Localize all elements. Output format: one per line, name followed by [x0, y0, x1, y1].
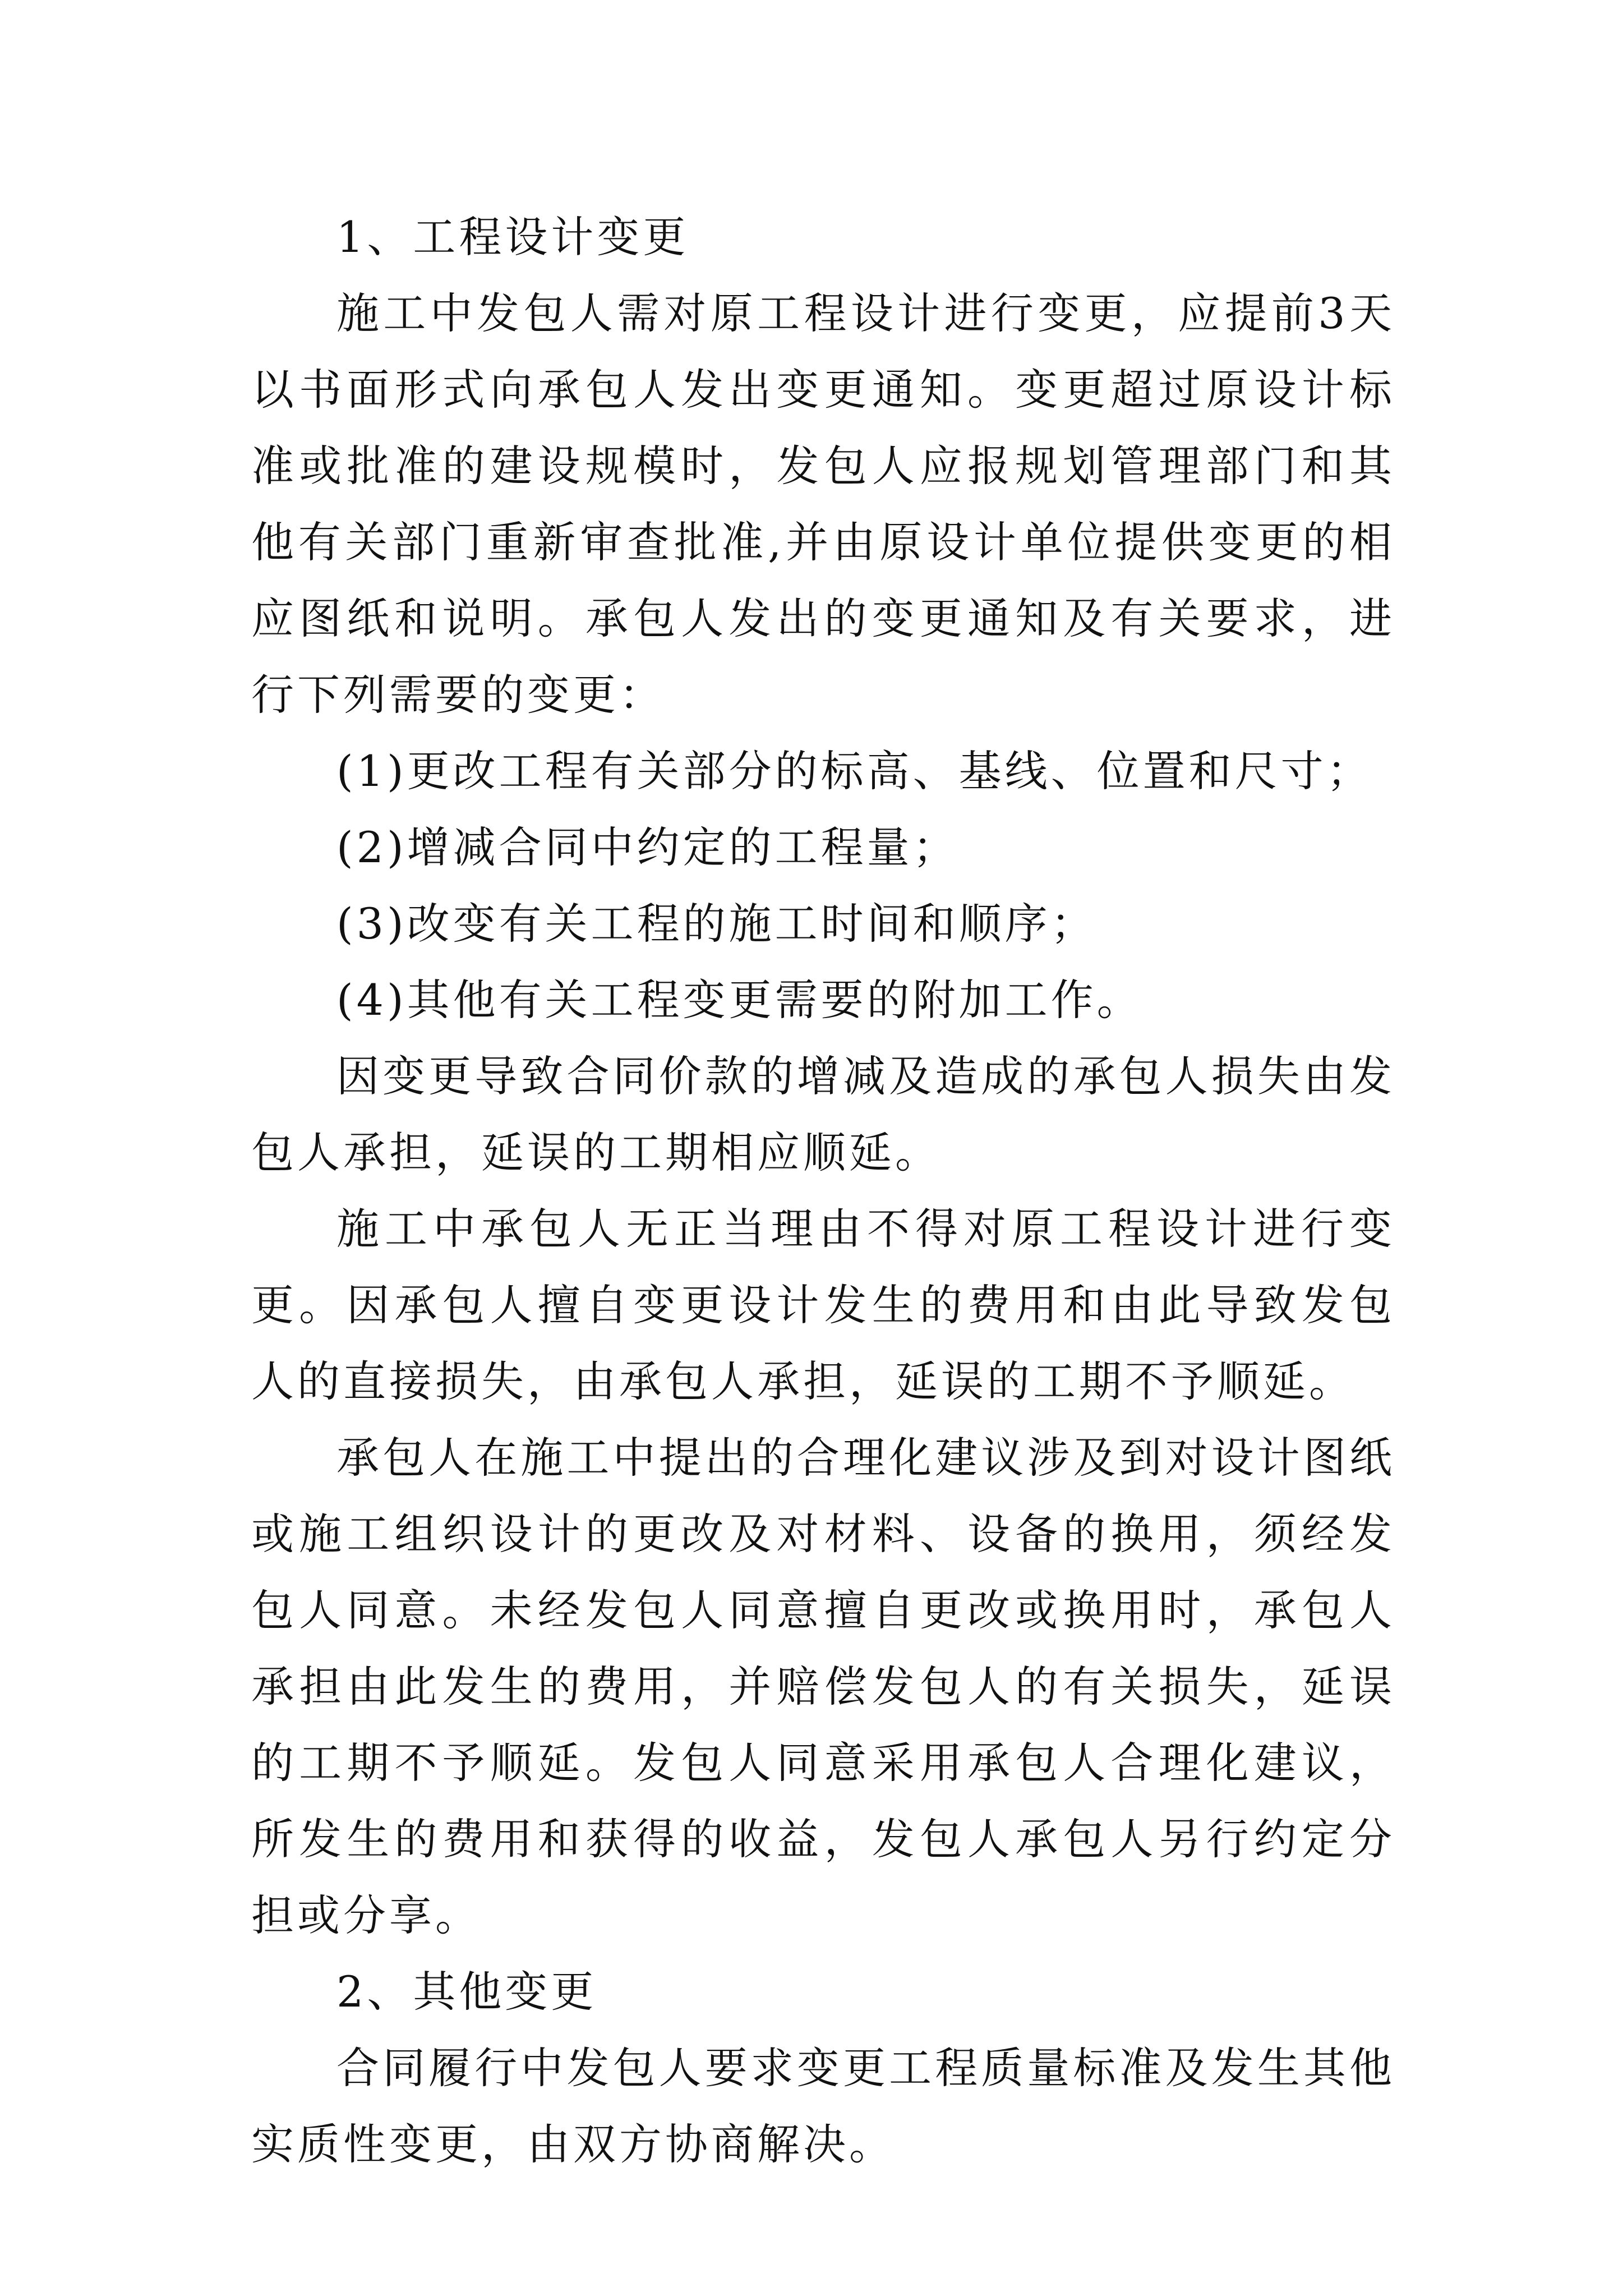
paragraph-rationalization-proposal: 承包人在施工中提出的合理化建议涉及到对设计图纸或施工组织设计的更改及对材料、设备的换用，须经发包人同意。未经发包人同意擅自更改或换用时，承包人承担由此发生的费用，并赔偿发包人的有关损失，延误的工期不予顺延。发包人同意采用承包人合理化建议，所发生的费用和获得的收益，发包人承包人另行约定分担或分享。 — [251, 1433, 1395, 1940]
section-heading-design-change: 1、工程设计变更 — [336, 212, 689, 262]
list-item-4: (4)其他有关工程变更需要的附加工作。 — [336, 975, 1143, 1025]
section-heading-other-change: 2、其他变更 — [336, 1967, 597, 2017]
paragraph-contractor-change: 施工中承包人无正当理由不得对原工程设计进行变更。因承包人擅自变更设计发生的费用和由此导致发包人的直接损失，由承包人承担，延误的工期不予顺延。 — [251, 1204, 1395, 1406]
paragraph-design-change-notice: 施工中发包人需对原工程设计进行变更，应提前3天以书面形式向承包人发出变更通知。变更超过原设计标准或批准的建设规模时，发包人应报规划管理部门和其他有关部门重新审查批准,并由原设计单位提供变更的相应图纸和说明。承包人发出的变更通知及有关要求，进行下列需要的变更： — [251, 288, 1395, 720]
paragraph-other-change: 合同履行中发包人要求变更工程质量标准及发生其他实质性变更，由双方协商解决。 — [251, 2043, 1395, 2169]
list-item-2: (2)增减合同中约定的工程量； — [336, 822, 959, 872]
document-body — [251, 199, 1395, 2183]
list-item-1: (1)更改工程有关部分的标高、基线、位置和尺寸； — [336, 746, 1373, 796]
paragraph-price-adjustment: 因变更导致合同价款的增减及造成的承包人损失由发包人承担，延误的工期相应顺延。 — [251, 1051, 1395, 1177]
list-item-3: (3)改变有关工程的施工时间和顺序； — [336, 899, 1097, 949]
